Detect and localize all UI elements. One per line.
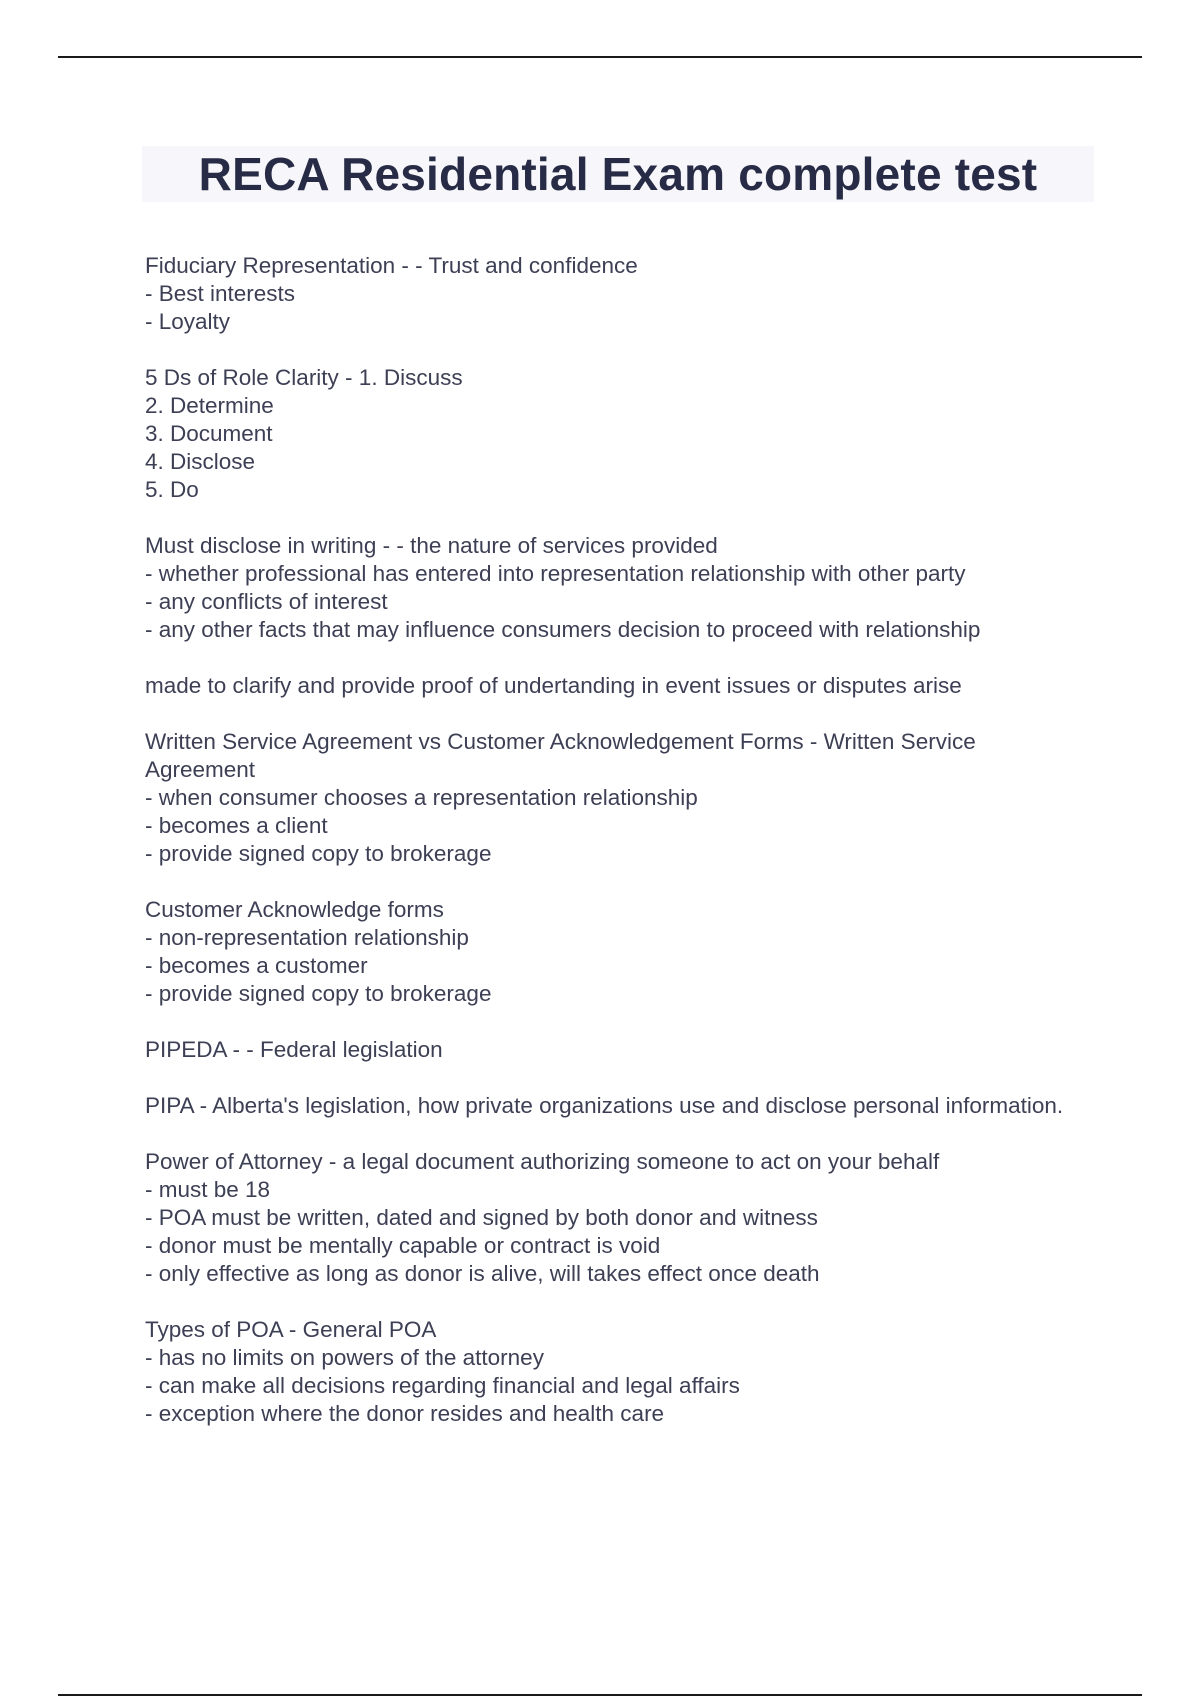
card-line: - only effective as long as donor is alive, will takes effect once death bbox=[145, 1261, 820, 1286]
card-line: Power of Attorney - a legal document authorizing someone to act on your behalf bbox=[145, 1149, 940, 1174]
flashcard-fiduciary bbox=[145, 252, 1075, 336]
card-line: 4. Disclose bbox=[145, 449, 256, 474]
bottom-divider bbox=[58, 1694, 1142, 1696]
card-line: 3. Document bbox=[145, 421, 273, 446]
card-line: Must disclose in writing - - the nature of services provided bbox=[145, 533, 718, 558]
card-line: - POA must be written, dated and signed by both donor and witness bbox=[145, 1205, 818, 1230]
flashcard-pipeda bbox=[145, 1036, 1075, 1064]
flashcard-clarify-proof bbox=[145, 672, 1075, 700]
card-line: - becomes a client bbox=[145, 813, 328, 838]
card-line: Types of POA - General POA bbox=[145, 1317, 437, 1342]
card-line: PIPEDA - - Federal legislation bbox=[145, 1037, 443, 1062]
card-line: Written Service Agreement vs Customer Acknowledgement Forms - Written Service Agreement bbox=[145, 729, 976, 782]
page-title: RECA Residential Exam complete test bbox=[198, 148, 1038, 200]
card-line: Fiduciary Representation - - Trust and confidence bbox=[145, 253, 638, 278]
card-line: 5. Do bbox=[145, 477, 199, 502]
flashcard-power-of-attorney bbox=[145, 1148, 1075, 1288]
card-line: - any other facts that may influence consumers decision to proceed with relationship bbox=[145, 617, 981, 642]
card-line: - when consumer chooses a representation relationship bbox=[145, 785, 698, 810]
card-line: - has no limits on powers of the attorney bbox=[145, 1345, 544, 1370]
card-line: - becomes a customer bbox=[145, 953, 368, 978]
flashcard-list bbox=[145, 252, 1075, 1456]
card-line: 5 Ds of Role Clarity - 1. Discuss bbox=[145, 365, 463, 390]
card-line: - Best interests bbox=[145, 281, 296, 306]
card-line: - exception where the donor resides and health care bbox=[145, 1401, 665, 1426]
card-line: - whether professional has entered into representation relationship with other party bbox=[145, 561, 966, 586]
flashcard-service-agreement bbox=[145, 728, 1075, 868]
card-line: made to clarify and provide proof of undertanding in event issues or disputes arise bbox=[145, 673, 962, 698]
card-line: - provide signed copy to brokerage bbox=[145, 841, 492, 866]
card-line: - can make all decisions regarding financial and legal affairs bbox=[145, 1373, 740, 1398]
card-line: - non-representation relationship bbox=[145, 925, 469, 950]
top-divider bbox=[58, 56, 1142, 58]
flashcard-types-of-poa bbox=[145, 1316, 1075, 1428]
card-line: 2. Determine bbox=[145, 393, 274, 418]
card-line: Customer Acknowledge forms bbox=[145, 897, 444, 922]
flashcard-pipa bbox=[145, 1092, 1075, 1120]
card-line: - donor must be mentally capable or contract is void bbox=[145, 1233, 661, 1258]
flashcard-customer-acknowledge bbox=[145, 896, 1075, 1008]
card-line: - provide signed copy to brokerage bbox=[145, 981, 492, 1006]
title-banner bbox=[142, 146, 1094, 202]
flashcard-disclose-writing bbox=[145, 532, 1075, 644]
flashcard-role-clarity bbox=[145, 364, 1075, 504]
card-line: - Loyalty bbox=[145, 309, 231, 334]
card-line: PIPA - Alberta's legislation, how private organizations use and disclose personal information. bbox=[145, 1093, 1064, 1118]
card-line: - any conflicts of interest bbox=[145, 589, 388, 614]
card-line: - must be 18 bbox=[145, 1177, 271, 1202]
